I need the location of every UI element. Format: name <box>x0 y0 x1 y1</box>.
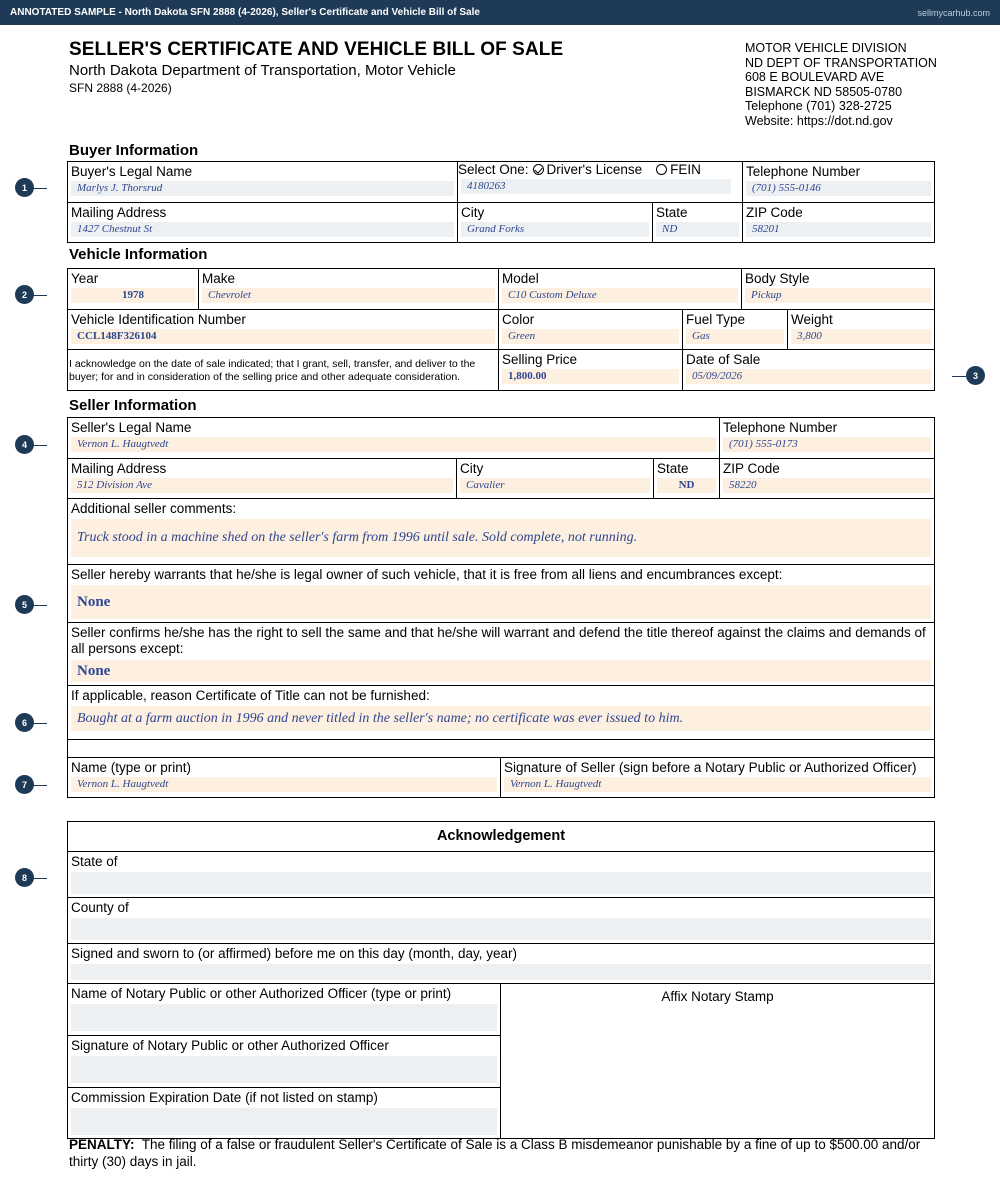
address-website[interactable]: Website: https://dot.nd.gov <box>745 113 893 128</box>
state-of-field[interactable] <box>71 872 931 894</box>
county-of-field[interactable] <box>71 918 931 940</box>
seller-state-cell <box>654 459 720 499</box>
seller-city-label: City <box>460 461 484 476</box>
select-one-label: Select One: <box>458 162 529 177</box>
seller-zip-cell <box>720 459 935 499</box>
ack-title-cell <box>68 822 935 852</box>
vin-label: Vehicle Identification Number <box>71 312 246 327</box>
annotation-marker-3: 3 <box>966 366 985 385</box>
seller-name-field[interactable]: Vernon L. Haugtvedt <box>71 437 716 452</box>
price-field[interactable]: 1,800.00 <box>502 369 679 384</box>
color-cell <box>499 310 683 350</box>
weight-field[interactable]: 3,800 <box>791 329 931 344</box>
print-name-field[interactable]: Vernon L. Haugtvedt <box>71 777 497 792</box>
address-line: BISMARCK ND 58505-0780 <box>745 84 903 99</box>
state-of-cell <box>68 852 935 898</box>
buyer-table <box>67 161 935 243</box>
weight-label: Weight <box>791 312 833 327</box>
buyer-state-cell <box>653 203 743 243</box>
notary-name-label: Name of Notary Public or other Authorized Officer (type or print) <box>71 986 452 1001</box>
buyer-name-label: Buyer's Legal Name <box>71 164 193 179</box>
acknowledge-text: I acknowledge on the date of sale indicated; that I grant, sell, transfer, and deliver to the buyer; for and in consideration of the selling price and other adequate consideration. <box>69 358 476 383</box>
buyer-zip-field[interactable]: 58201 <box>746 222 931 237</box>
liens-cell <box>68 565 935 623</box>
county-of-cell <box>68 898 935 944</box>
buyer-name-field[interactable]: Marlys J. Thorsrud <box>71 181 454 196</box>
seller-name-label: Seller's Legal Name <box>71 420 192 435</box>
sworn-date-field[interactable] <box>71 964 931 980</box>
vin-cell <box>68 310 499 350</box>
top-banner <box>0 0 1000 25</box>
state-of-label: State of <box>71 854 118 869</box>
date-label: Date of Sale <box>686 352 761 367</box>
address-line: MOTOR VEHICLE DIVISION <box>745 41 907 55</box>
weight-cell <box>788 310 935 350</box>
title-reason-cell <box>68 686 935 740</box>
notary-name-cell <box>68 984 501 1036</box>
seller-table <box>67 417 935 798</box>
seller-zip-field[interactable]: 58220 <box>723 478 931 493</box>
banner-title: ANNOTATED SAMPLE - North Dakota SFN 2888 (4-2026), Seller's Certificate and Vehicle Bill of Sale <box>10 7 480 18</box>
address-line: 608 E BOULEVARD AVE <box>745 70 885 84</box>
seller-name-cell <box>68 418 720 459</box>
model-field[interactable]: C10 Custom Deluxe <box>502 288 738 303</box>
year-field[interactable]: 1978 <box>71 288 195 303</box>
seller-phone-cell <box>720 418 935 459</box>
drivers-license-label: Driver's License <box>546 162 643 177</box>
acknowledge-cell <box>68 350 499 391</box>
make-label: Make <box>202 271 236 286</box>
penalty-text: The filing of a false or fraudulent Seller's Certificate of Sale is a Class B misdemeanor punishable by a fine of up to $500.00 and/or thirty (30) days in jail. <box>69 1137 921 1169</box>
buyer-mail-label: Mailing Address <box>71 205 167 220</box>
liens-label: Seller hereby warrants that he/she is legal owner of such vehicle, that it is free from all liens and encumbrances except: <box>71 567 783 582</box>
spacer-row <box>68 740 935 758</box>
vin-field[interactable]: CCL148F326104 <box>71 329 495 344</box>
annotation-marker-4: 4 <box>15 435 34 454</box>
body-style-field[interactable]: Pickup <box>745 288 931 303</box>
comments-cell <box>68 499 935 565</box>
buyer-mail-field[interactable]: 1427 Chestnut St <box>71 222 454 237</box>
banner-site-link[interactable]: sellmycarhub.com <box>917 7 990 18</box>
notary-name-field[interactable] <box>71 1004 497 1031</box>
form-number: SFN 2888 (4-2026) <box>69 81 172 95</box>
vehicle-section-title: Vehicle Information <box>69 246 208 263</box>
make-field[interactable]: Chevrolet <box>202 288 495 303</box>
sworn-date-cell <box>68 944 935 984</box>
notary-signature-label: Signature of Notary Public or other Authorized Officer <box>71 1038 389 1053</box>
buyer-city-label: City <box>461 205 485 220</box>
annotation-marker-2: 2 <box>15 285 34 304</box>
county-of-label: County of <box>71 900 129 915</box>
buyer-city-cell <box>458 203 653 243</box>
body-style-label: Body Style <box>745 271 810 286</box>
buyer-zip-cell <box>743 203 935 243</box>
notary-signature-cell <box>68 1036 501 1088</box>
ack-title: Acknowledgement <box>436 828 566 844</box>
drivers-license-radio[interactable] <box>533 164 544 175</box>
year-cell <box>68 269 199 310</box>
price-label: Selling Price <box>502 352 578 367</box>
seller-state-label: State <box>657 461 689 476</box>
seller-phone-field[interactable]: (701) 555-0173 <box>723 437 931 452</box>
buyer-mail-cell <box>68 203 458 243</box>
buyer-name-cell <box>68 162 458 203</box>
form-title: SELLER'S CERTIFICATE AND VEHICLE BILL OF SALE <box>69 39 564 60</box>
date-field[interactable]: 05/09/2026 <box>686 369 931 384</box>
address-line: ND DEPT OF TRANSPORTATION <box>745 55 937 70</box>
seller-city-field[interactable]: Cavalier <box>460 478 650 493</box>
notary-signature-field[interactable] <box>71 1056 497 1083</box>
seller-city-cell <box>457 459 654 499</box>
buyer-city-field[interactable]: Grand Forks <box>461 222 649 237</box>
claims-label: Seller confirms he/she has the right to sell the same and that he/she will warrant and defend the title thereof against the claims and demands of all persons except: <box>71 625 926 656</box>
form-subtitle: North Dakota Department of Transportation, Motor Vehicle <box>69 62 456 79</box>
annotation-marker-6: 6 <box>15 713 34 732</box>
commission-cell <box>68 1088 501 1139</box>
buyer-state-label: State <box>656 205 688 220</box>
date-cell <box>683 350 935 391</box>
buyer-phone-cell <box>743 162 935 203</box>
claims-field[interactable]: None <box>71 660 931 682</box>
title-reason-label: If applicable, reason Certificate of Title can not be furnished: <box>71 688 430 703</box>
buyer-section-title: Buyer Information <box>69 142 199 159</box>
print-name-cell <box>68 758 501 798</box>
fein-label: FEIN <box>670 162 701 177</box>
buyer-phone-label: Telephone Number <box>746 164 861 179</box>
seller-mail-cell <box>68 459 457 499</box>
buyer-state-field[interactable]: ND <box>656 222 739 237</box>
seller-signature-cell <box>501 758 935 798</box>
notary-stamp-label: Affix Notary Stamp <box>661 989 774 1004</box>
seller-state-field[interactable]: ND <box>657 478 716 493</box>
annotation-marker-8: 8 <box>15 868 34 887</box>
seller-zip-label: ZIP Code <box>723 461 780 476</box>
seller-phone-label: Telephone Number <box>723 420 838 435</box>
annotation-marker-5: 5 <box>15 595 34 614</box>
seller-signature-field[interactable]: Vernon L. Haugtvedt <box>504 777 931 792</box>
commission-field[interactable] <box>71 1108 497 1135</box>
notary-stamp-cell <box>501 984 935 1139</box>
year-label: Year <box>71 271 99 286</box>
annotation-marker-1: 1 <box>15 178 34 197</box>
model-cell <box>499 269 742 310</box>
vehicle-table <box>67 268 935 391</box>
annotation-marker-7: 7 <box>15 775 34 794</box>
color-field[interactable]: Green <box>502 329 679 344</box>
buyer-zip-label: ZIP Code <box>746 205 803 220</box>
penalty-notice <box>69 1136 939 1170</box>
model-label: Model <box>502 271 539 286</box>
claims-cell <box>68 623 935 686</box>
acknowledgement-table <box>67 821 935 1139</box>
seller-mail-field[interactable]: 512 Division Ave <box>71 478 453 493</box>
comments-label: Additional seller comments: <box>71 501 237 516</box>
seller-section-title: Seller Information <box>69 397 197 414</box>
buyer-id-field[interactable]: 4180263 <box>461 179 731 194</box>
liens-field[interactable]: None <box>71 585 931 619</box>
buyer-phone-field[interactable]: (701) 555-0146 <box>746 181 931 196</box>
sworn-date-label: Signed and sworn to (or affirmed) before me on this day (month, day, year) <box>71 946 517 961</box>
fuel-cell <box>683 310 788 350</box>
seller-mail-label: Mailing Address <box>71 461 167 476</box>
print-name-label: Name (type or print) <box>71 760 192 775</box>
make-cell <box>199 269 499 310</box>
fuel-field[interactable]: Gas <box>686 329 784 344</box>
price-cell <box>499 350 683 391</box>
address-line: Telephone (701) 328-2725 <box>745 99 892 113</box>
fuel-label: Fuel Type <box>686 312 746 327</box>
fein-radio[interactable] <box>656 164 667 175</box>
seller-signature-label: Signature of Seller (sign before a Notary Public or Authorized Officer) <box>504 760 917 775</box>
agency-address <box>745 41 937 128</box>
comments-field[interactable]: Truck stood in a machine shed on the seller's farm from 1996 until sale. Sold complete, not running. <box>71 519 931 557</box>
buyer-id-cell <box>458 162 743 203</box>
color-label: Color <box>502 312 535 327</box>
body-style-cell <box>742 269 935 310</box>
penalty-label: PENALTY: <box>69 1137 135 1152</box>
title-reason-field[interactable]: Bought at a farm auction in 1996 and never titled in the seller's name; no certificate was ever issued to him. <box>71 706 931 731</box>
commission-label: Commission Expiration Date (if not listed on stamp) <box>71 1090 378 1105</box>
